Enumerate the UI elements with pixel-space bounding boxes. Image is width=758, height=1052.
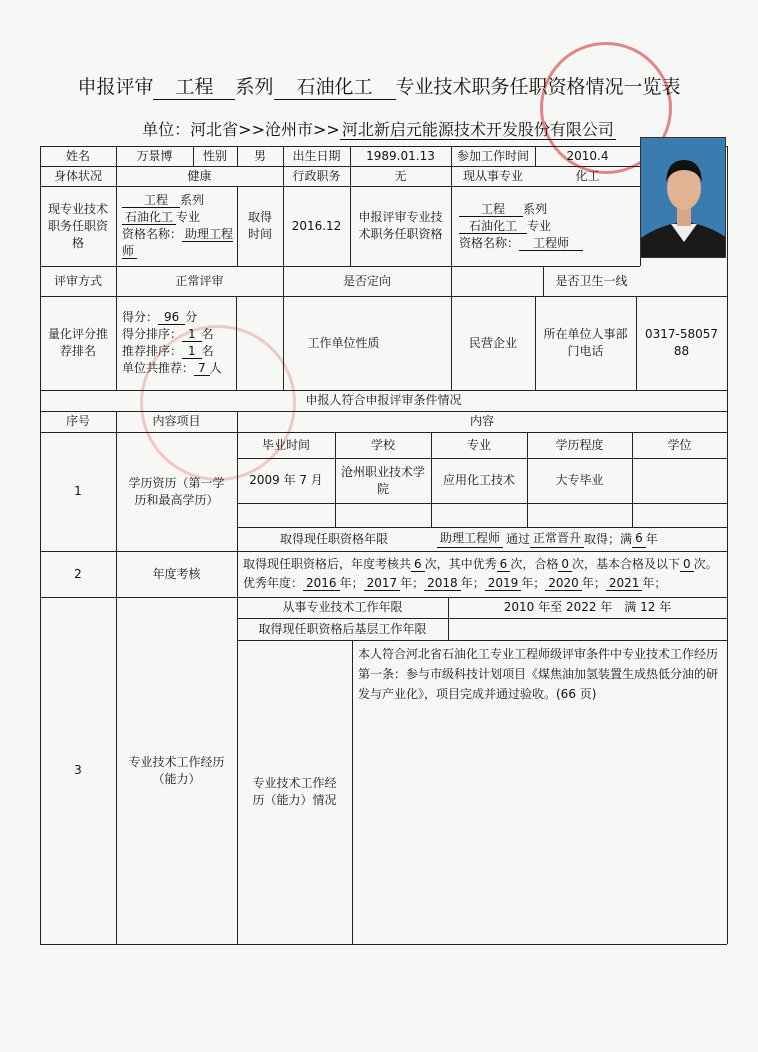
edu-limit-value: 助理工程师 通过 正常晋升 取得；满 6 年 — [431, 527, 727, 551]
edu-level: 大专毕业 — [555, 473, 604, 487]
apply-qual-label: 申报评审专业技术职务任职资格 — [358, 210, 443, 241]
gender-value: 男 — [253, 148, 266, 163]
annual-no: 2 — [74, 566, 82, 581]
current-qual-value: 工程 系列 石油化工 专业 资格名称： 助理工程师 — [122, 193, 234, 258]
edu-degree — [632, 458, 727, 503]
edu-header-level: 学历程度 — [555, 437, 604, 452]
apply-qual-value: 工程 系列 石油化工 专业 资格名称： 工程师 — [451, 186, 640, 266]
edu-header-degree: 学位 — [667, 437, 692, 452]
review-method-value: 正常评审 — [175, 273, 224, 288]
edu-limit-label: 取得现任职资格年限 — [279, 531, 388, 546]
edu-header-school: 学校 — [370, 437, 395, 452]
exp-detail-label: 专业技术工作经历（能力）情况 — [252, 776, 337, 807]
name-value: 万景博 — [136, 148, 173, 163]
annual-content: 取得现任职资格后，年度考核共 6 次，其中优秀 6 次，合格 0 次，基本合格及以下 0 次。优秀年度： 2016 年； 2017 年； 2018 年； 2019 年； 2020 年； 2021 年； — [243, 557, 718, 590]
work-years-value: 2010 年至 2022 年 满 12 年 — [503, 600, 672, 614]
base-years-value — [448, 618, 727, 640]
edu-header-time: 毕业时间 — [261, 437, 310, 452]
edu-major: 应用化工技术 — [442, 473, 515, 487]
frontline-label: 是否卫生一线 — [555, 273, 628, 288]
targeted-label: 是否定向 — [342, 273, 391, 288]
annual-item: 年度考核 — [152, 566, 201, 581]
section-title: 申报人符合申报评审条件情况 — [305, 393, 462, 407]
exp-detail-text: 本人符合河北省石油化工专业工程师级评审条件中专业技术工作经历第一条：参与市级科技计划项目《煤焦油加氢装置生成热低分油的研发与产业化》，项目完成并通过验收。(66 页) — [358, 647, 719, 701]
edu-grad-time: 2009 年 7 月 — [249, 473, 323, 487]
exp-item: 专业技术工作经历（能力） — [128, 754, 225, 786]
unit-line: 单位：河北省>>沧州市>> 河北新启元能源技术开发股份有限公司 — [142, 120, 614, 139]
gender-label: 性别 — [202, 148, 227, 163]
hr-phone-label: 所在单位人事部门电话 — [543, 327, 628, 358]
current-qual-label: 现专业技术职务任职资格 — [48, 201, 109, 250]
edu-item: 学历资历（第一学历和最高学历） — [128, 475, 225, 507]
health-value: 健康 — [187, 168, 212, 183]
edu-no: 1 — [74, 484, 82, 498]
current-specialty-value: 化工 — [575, 168, 600, 183]
score-block: 得分： 96 分 得分排序： 1 名 推荐排序： 1 名 单位共推荐： 7 人 — [122, 310, 222, 375]
page-title: 申报评审 工程 系列 石油化工 专业技术职务任职资格情况一览表 — [0, 72, 758, 100]
unit-nature-label: 工作单位性质 — [307, 335, 380, 350]
edu-header-major: 专业 — [466, 437, 491, 452]
obtain-time-label: 取得时间 — [247, 210, 272, 241]
health-label: 身体状况 — [53, 168, 102, 183]
col-content: 内容 — [469, 414, 494, 428]
name-label: 姓名 — [65, 148, 90, 163]
col-no: 序号 — [65, 414, 90, 428]
exp-no: 3 — [74, 763, 82, 777]
base-years-label: 取得现任职资格后基层工作年限 — [258, 621, 427, 636]
applicant-photo — [640, 137, 726, 258]
work-start-label: 参加工作时间 — [456, 148, 529, 163]
unit-nature-value: 民营企业 — [468, 335, 517, 350]
score-label: 量化评分推荐排名 — [47, 327, 108, 358]
birth-label: 出生日期 — [292, 148, 341, 163]
review-method-label: 评审方式 — [53, 273, 102, 288]
col-item: 内容项目 — [152, 414, 201, 428]
birth-value: 1989.01.13 — [366, 148, 435, 163]
edu-school: 沧州职业技术学院 — [341, 464, 426, 496]
admin-value: 无 — [394, 168, 407, 183]
admin-label: 行政职务 — [292, 168, 341, 183]
obtain-time-value: 2016.12 — [291, 218, 342, 233]
work-start-value: 2010.4 — [566, 148, 609, 163]
hr-phone-value: 0317-5805788 — [644, 327, 719, 358]
current-specialty-label: 现从事专业 — [462, 168, 523, 183]
work-years-label: 从事专业技术工作年限 — [282, 600, 403, 614]
